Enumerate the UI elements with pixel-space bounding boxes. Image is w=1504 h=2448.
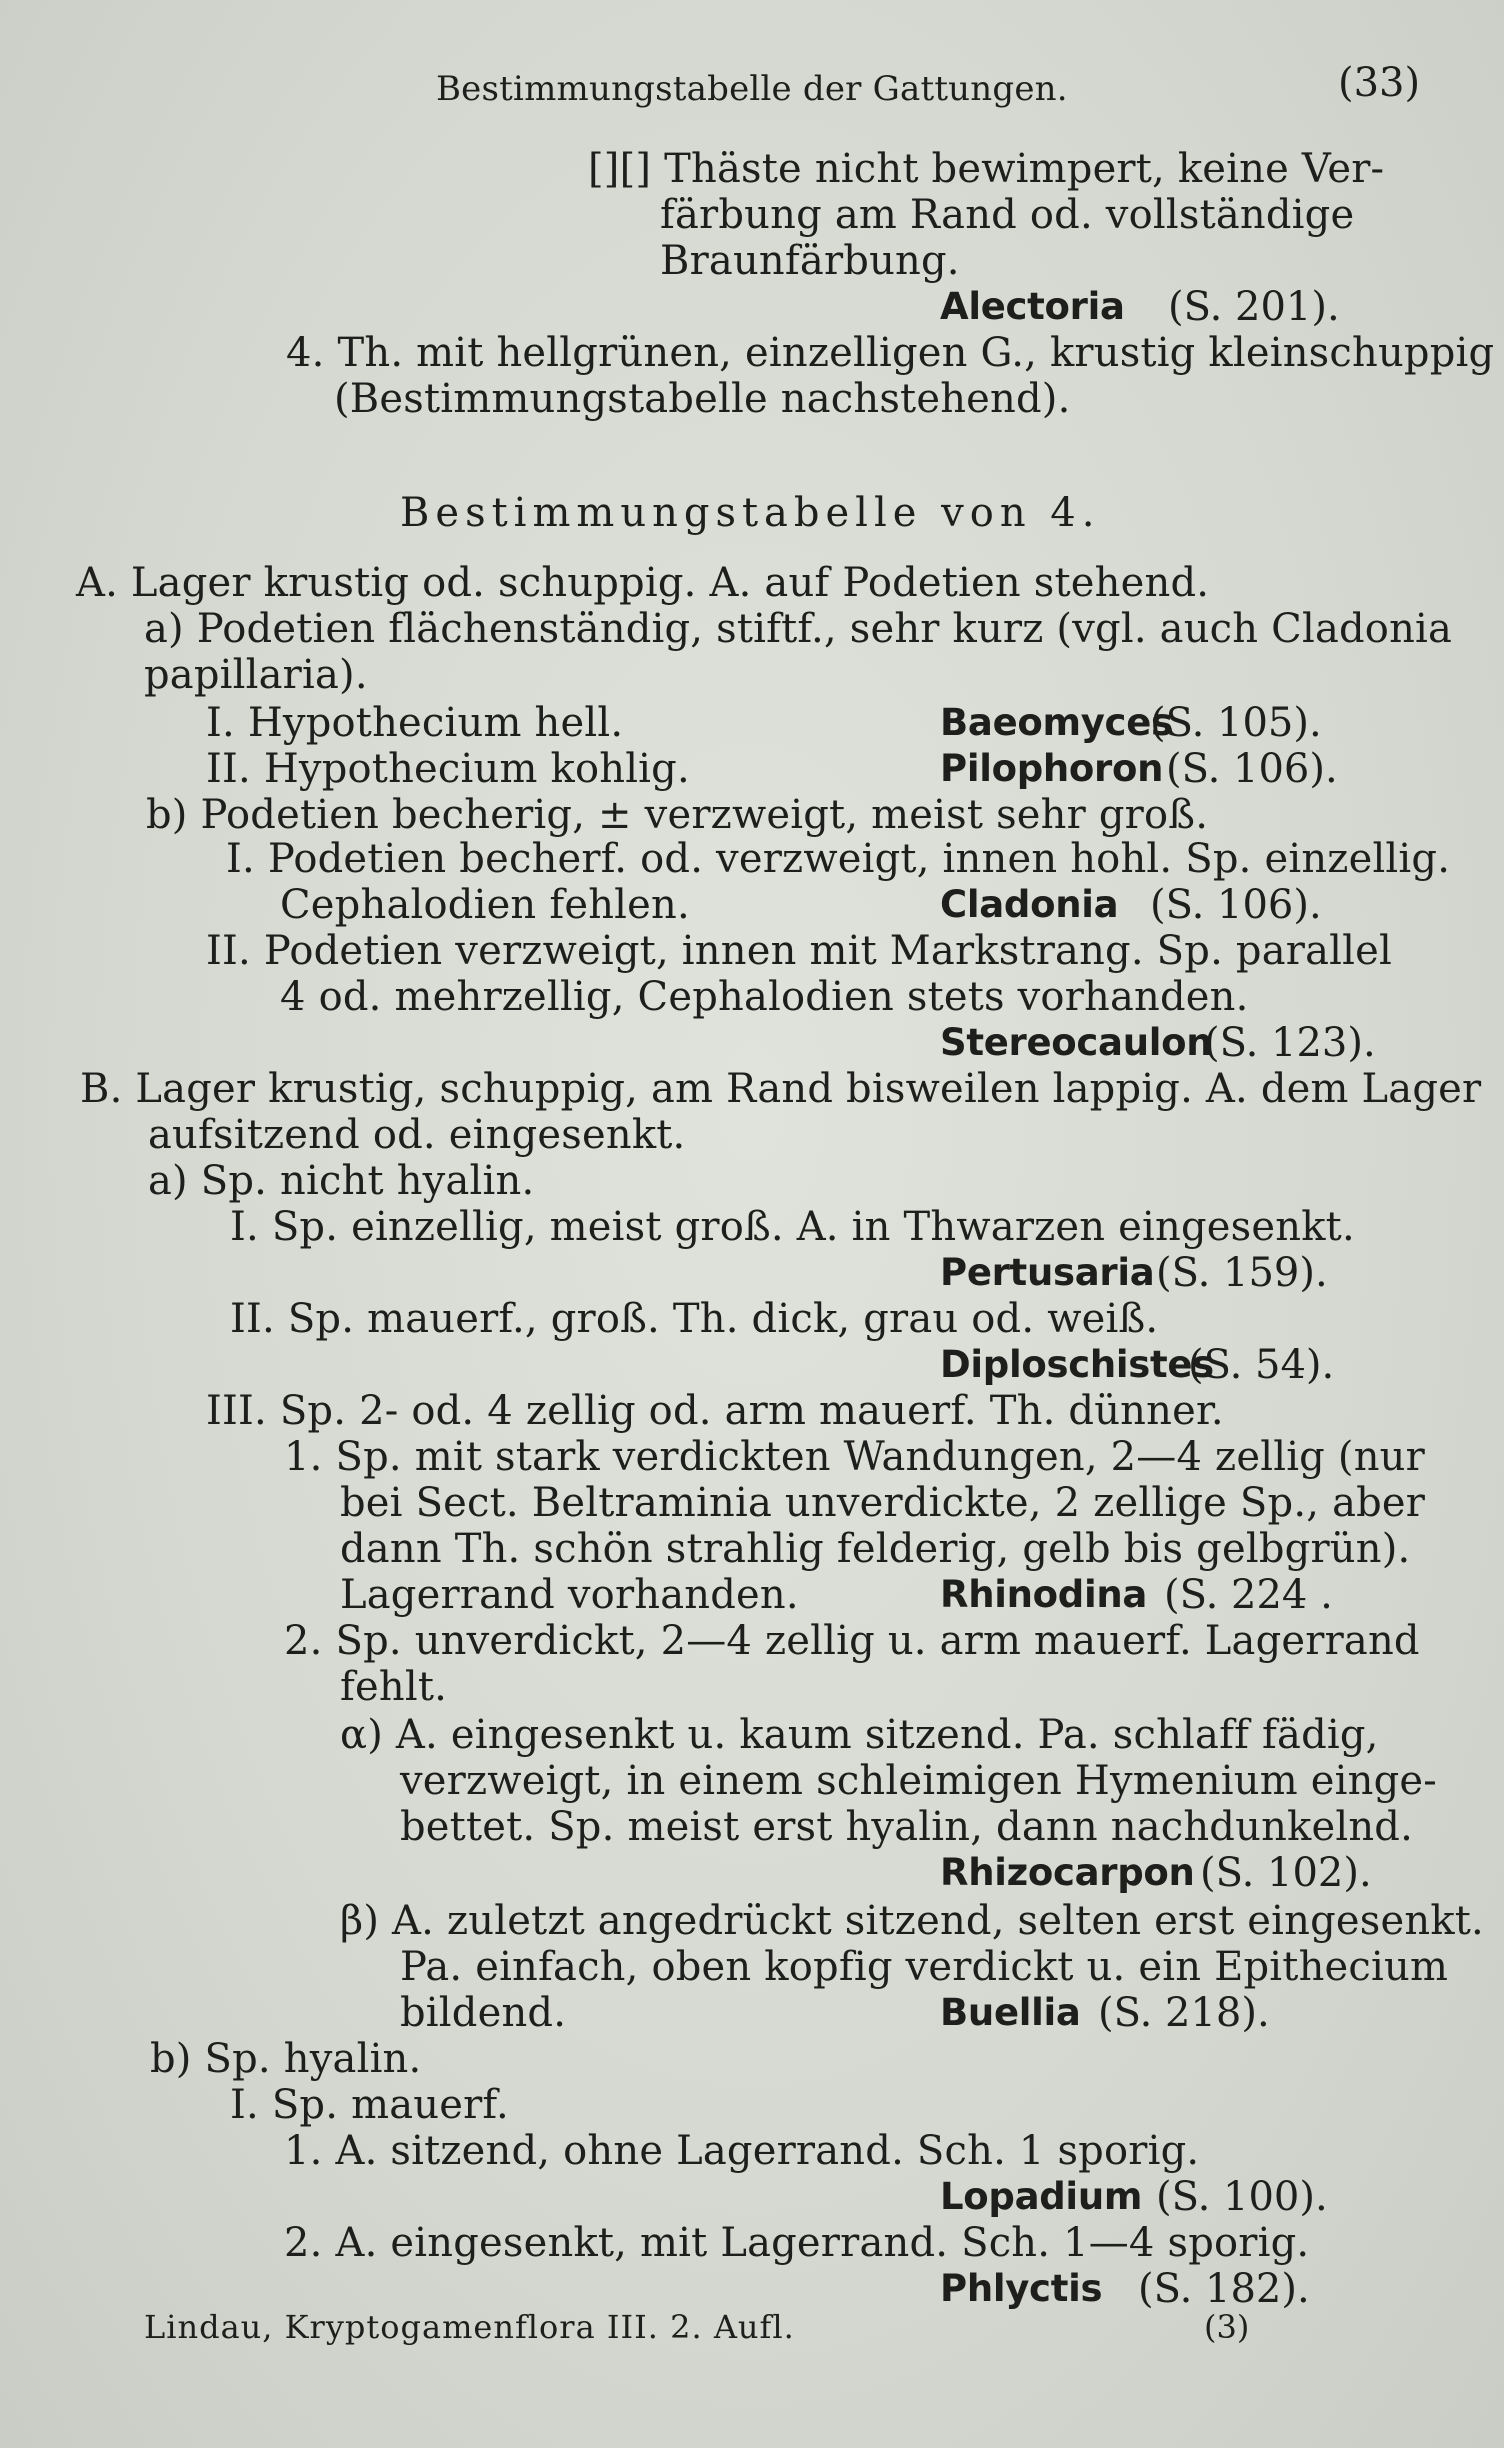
text-line: bildend. (400, 1990, 567, 2036)
page-reference: (S. 100). (1156, 2174, 1328, 2220)
text-line: 2. A. eingesenkt, mit Lagerrand. Sch. 1—4 sporig. (284, 2220, 1310, 2266)
text-line: 4 od. mehrzellig, Cephalodien stets vorhanden. (280, 974, 1249, 1020)
genus-name: Stereocaulon (940, 1021, 1213, 1064)
text-line: I. Hypothecium hell. (206, 700, 624, 746)
page-reference: (S. 106). (1150, 882, 1322, 928)
text-line: 1. Sp. mit stark verdickten Wandungen, 2—4 zellig (nur (284, 1434, 1425, 1480)
page-reference: (S. 159). (1156, 1250, 1328, 1296)
text-line: I. Sp. einzellig, meist groß. A. in Thwarzen eingesenkt. (230, 1204, 1355, 1250)
text-line: I. Sp. mauerf. (230, 2082, 509, 2128)
text-line: (Bestimmungstabelle nachstehend). (334, 376, 1071, 422)
text-line: II. Hypothecium kohlig. (206, 746, 690, 792)
text-line: 2. Sp. unverdickt, 2—4 zellig u. arm mauerf. Lagerrand (284, 1618, 1420, 1664)
page-reference: (S. 54). (1188, 1342, 1335, 1388)
page-reference: (S. 182). (1138, 2266, 1310, 2312)
text-line: A. Lager krustig od. schuppig. A. auf Podetien stehend. (76, 560, 1210, 606)
genus-name: Rhizocarpon (940, 1851, 1195, 1894)
text-line: Cephalodien fehlen. (280, 882, 690, 928)
page-reference: (S. 224 . (1164, 1572, 1333, 1618)
genus-name: Buellia (940, 1991, 1081, 2034)
text-line: I. Podetien becherf. od. verzweigt, innen hohl. Sp. einzellig. (226, 836, 1451, 882)
signature-mark: (3) (1204, 2308, 1250, 2346)
text-line: II. Podetien verzweigt, innen mit Markstrang. Sp. parallel (206, 928, 1392, 974)
text-line: fehlt. (340, 1664, 448, 1710)
text-line: Braunfärbung. (660, 238, 960, 284)
text-line: [][] Thäste nicht bewimpert, keine Ver- (588, 146, 1385, 192)
genus-name: Pertusaria (940, 1251, 1155, 1294)
page-reference: (S. 106). (1166, 746, 1338, 792)
text-line: a) Podetien flächenständig, stiftf., sehr kurz (vgl. auch Cladonia (144, 606, 1453, 652)
running-header-title: Bestimmungstabelle der Gattungen. (436, 69, 1068, 109)
text-line: bei Sect. Beltraminia unverdickte, 2 zellige Sp., aber (340, 1480, 1426, 1526)
text-line: α) A. eingesenkt u. kaum sitzend. Pa. schlaff fädig, (340, 1712, 1379, 1758)
page-reference: (S. 123). (1204, 1020, 1376, 1066)
text-line: Bestimmungstabelle von 4. (400, 490, 1101, 536)
text-line: Pa. einfach, oben kopfig verdickt u. ein Epithecium (400, 1944, 1449, 1990)
text-line: β) A. zuletzt angedrückt sitzend, selten erst eingesenkt. (340, 1898, 1484, 1944)
text-line: Lagerrand vorhanden. (340, 1572, 799, 1618)
text-line: a) Sp. nicht hyalin. (148, 1158, 535, 1204)
genus-name: Cladonia (940, 883, 1119, 926)
genus-name: Lopadium (940, 2175, 1143, 2218)
genus-name: Alectoria (940, 285, 1125, 328)
text-line: II. Sp. mauerf., groß. Th. dick, grau od. weiß. (230, 1296, 1159, 1342)
page-reference: (S. 218). (1098, 1990, 1270, 2036)
page-number: (33) (1338, 60, 1421, 106)
text-line: färbung am Rand od. vollständige (660, 192, 1355, 238)
page-reference: (S. 201). (1168, 284, 1340, 330)
text-line: 4. Th. mit hellgrünen, einzelligen G., krustig kleinschuppig (286, 330, 1495, 376)
text-line: bettet. Sp. meist erst hyalin, dann nachdunkelnd. (400, 1804, 1414, 1850)
text-line: verzweigt, in einem schleimigen Hymenium einge- (400, 1758, 1437, 1804)
genus-name: Pilophoron (940, 747, 1164, 790)
text-line: b) Podetien becherig, ± verzweigt, meist sehr groß. (146, 792, 1209, 838)
text-line: dann Th. schön strahlig felderig, gelb bis gelbgrün). (340, 1526, 1411, 1572)
genus-name: Baeomyces (940, 701, 1173, 744)
page-reference: (S. 105). (1150, 700, 1322, 746)
footer-text: Lindau, Kryptogamenflora III. 2. Aufl. (144, 2308, 795, 2346)
text-line: 1. A. sitzend, ohne Lagerrand. Sch. 1 sporig. (284, 2128, 1200, 2174)
genus-name: Rhinodina (940, 1573, 1148, 1616)
text-line: aufsitzend od. eingesenkt. (148, 1112, 686, 1158)
text-line: III. Sp. 2- od. 4 zellig od. arm mauerf. Th. dünner. (206, 1388, 1224, 1434)
genus-name: Phlyctis (940, 2267, 1103, 2310)
text-line: papillaria). (144, 652, 368, 698)
genus-name: Diploschistes (940, 1343, 1214, 1386)
text-line: b) Sp. hyalin. (150, 2036, 422, 2082)
text-line: B. Lager krustig, schuppig, am Rand bisweilen lappig. A. dem Lager (80, 1066, 1482, 1112)
page-reference: (S. 102). (1200, 1850, 1372, 1896)
